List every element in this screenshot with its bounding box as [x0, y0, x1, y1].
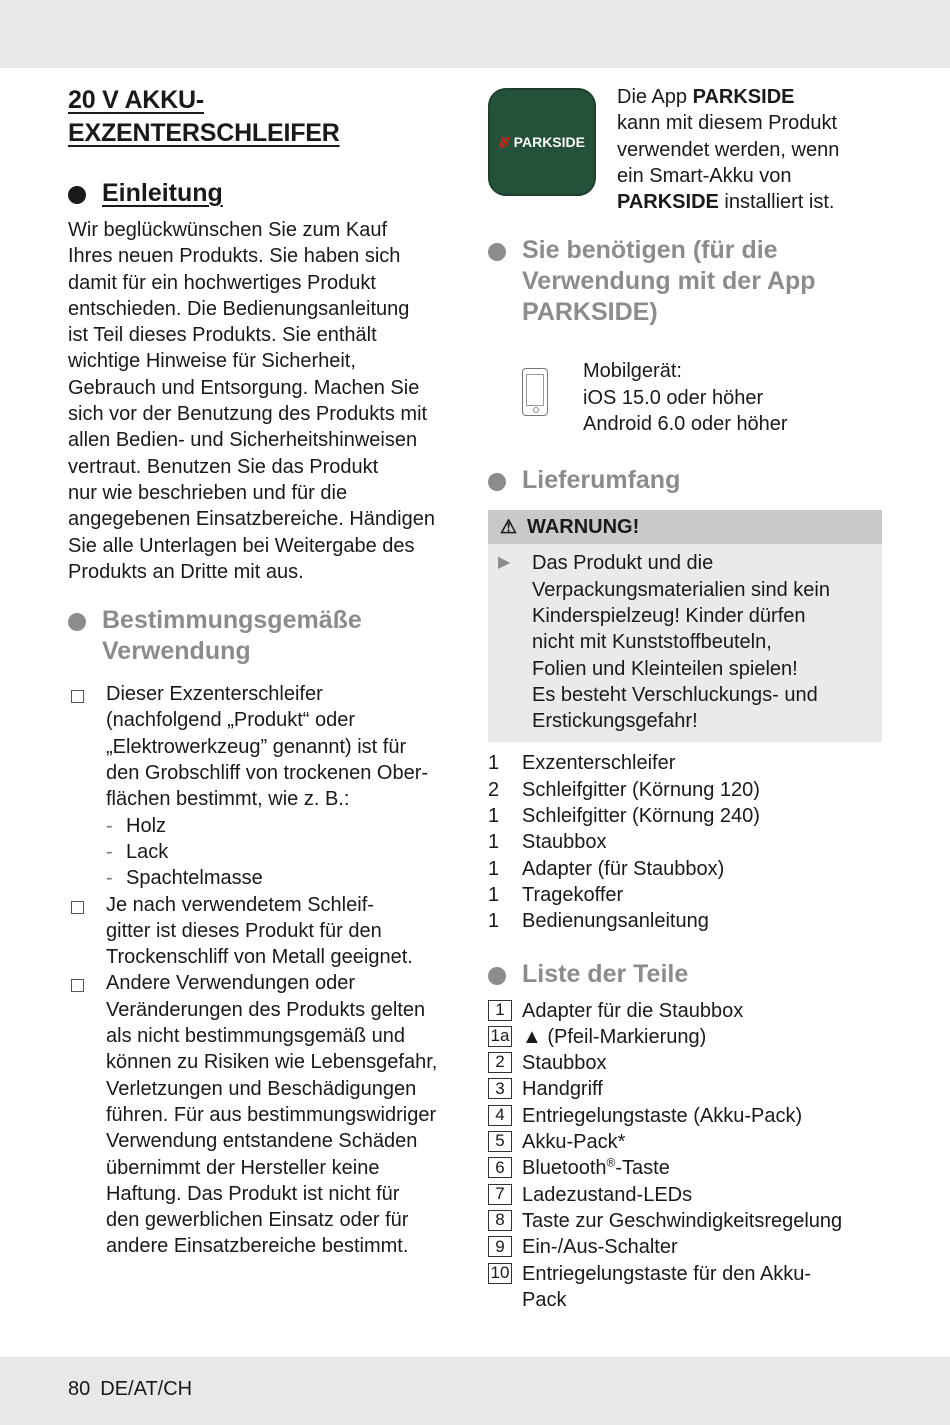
part-label-text: -Taste — [615, 1157, 670, 1180]
quantity: 1 — [488, 752, 500, 775]
list-item-content — [106, 970, 468, 1259]
warning-line: Das Produkt und die — [532, 552, 714, 575]
intro-line: damit für ein hochwertiges Produkt — [68, 271, 376, 294]
heading-line: Sie benötigen (für die — [522, 236, 778, 265]
smartphone-icon — [522, 368, 548, 416]
usage-line: können zu Risiken wie Lebensgefahr, — [106, 1051, 438, 1074]
part-number: 2 — [488, 1052, 512, 1073]
arrow-right-icon: ▶ — [498, 554, 511, 572]
intro-line: ist Teil dieses Produkts. Sie enthält — [68, 324, 377, 347]
heading-line: Verwendung mit der App — [522, 267, 816, 296]
list-item — [488, 998, 883, 1024]
warning-triangle-icon: ⚠ — [500, 516, 518, 538]
list-item — [488, 1050, 883, 1076]
document-title — [68, 84, 468, 150]
part-number: 10 — [488, 1263, 512, 1284]
dash-marker: - — [106, 867, 113, 890]
usage-line: den gewerblichen Einsatz oder für — [106, 1209, 409, 1232]
part-number: 5 — [488, 1131, 512, 1152]
page-footer — [68, 1378, 192, 1401]
item-label: Schleifgitter (Körnung 240) — [522, 805, 760, 828]
part-number: 1 — [488, 1000, 512, 1021]
usage-line: andere Einsatzbereiche bestimmt. — [106, 1235, 409, 1258]
header-band — [0, 0, 950, 68]
logo-text: PARKSIDE — [513, 134, 585, 150]
part-number: 8 — [488, 1210, 512, 1231]
list-item — [488, 803, 883, 829]
list-item — [488, 1182, 883, 1208]
list-item-content — [106, 892, 468, 971]
list-item — [106, 839, 468, 865]
warning-line: Verpackungsmaterialien sind kein — [532, 578, 830, 601]
app-info — [488, 84, 883, 215]
warning-box — [488, 510, 882, 742]
warning-header — [488, 510, 882, 544]
intro-paragraph — [68, 217, 468, 585]
part-label: Ein-/Aus-Schalter — [522, 1236, 678, 1259]
bullet-dot-icon — [68, 186, 86, 204]
checkbox-square-icon — [71, 690, 84, 703]
intro-line: wichtige Hinweise für Sicherheit, — [68, 350, 356, 373]
part-label-text: Bluetooth — [522, 1157, 607, 1180]
list-item — [488, 1103, 883, 1129]
warning-title: WARNUNG! — [527, 515, 640, 538]
usage-line: gitter ist dieses Produkt für den — [106, 919, 382, 942]
bullet-dot-icon — [488, 243, 506, 261]
app-text-line: verwendet werden, wenn — [617, 138, 840, 161]
device-line: Mobilgerät: — [583, 360, 682, 383]
usage-line: übernimmt der Hersteller keine — [106, 1156, 380, 1179]
part-number: 3 — [488, 1078, 512, 1099]
part-label: Ladezustand-LEDs — [522, 1183, 693, 1206]
quantity: 2 — [488, 778, 500, 801]
quantity: 1 — [488, 883, 500, 906]
usage-line: „Elektrowerkzeug” genannt) ist für — [106, 735, 407, 758]
checkbox-square-icon — [71, 979, 84, 992]
title-line-2: EXZENTERSCHLEIFER — [68, 119, 340, 147]
app-name-bold: PARKSIDE — [692, 86, 795, 108]
page-number: 80 — [68, 1378, 91, 1400]
list-item — [488, 908, 883, 934]
part-number: 7 — [488, 1184, 512, 1205]
usage-line: führen. Für aus bestimmungswidriger — [106, 1103, 437, 1126]
usage-line: Veränderungen des Produkts gelten — [106, 998, 426, 1021]
item-label: Schleifgitter (Körnung 120) — [522, 778, 760, 801]
region-label: DE/AT/CH — [100, 1378, 193, 1400]
section-heading-text: Liste der Teile — [522, 959, 689, 988]
list-item — [106, 865, 468, 891]
warning-line: Kinderspielzeug! Kinder dürfen — [532, 604, 806, 627]
usage-line: flächen bestimmt, wie z. B.: — [106, 788, 350, 811]
left-column — [68, 84, 468, 1260]
app-text-fragment: Die App — [617, 86, 693, 108]
materials-list — [106, 813, 468, 892]
list-item — [68, 681, 468, 891]
usage-line: Verwendung entstandene Schäden — [106, 1130, 418, 1153]
scope-list — [488, 750, 883, 934]
list-item — [488, 1129, 883, 1155]
part-label: Staubbox — [522, 1052, 607, 1075]
list-item — [488, 829, 883, 855]
quantity: 1 — [488, 831, 500, 854]
usage-line: Verletzungen und Beschädigungen — [106, 1077, 417, 1100]
dash-marker: - — [106, 814, 113, 837]
section-heading-text: Lieferumfang — [522, 466, 681, 495]
warning-body — [488, 544, 882, 742]
logo-slashes: /// — [499, 134, 508, 150]
warning-line: nicht mit Kunststoffbeuteln, — [532, 631, 772, 654]
usage-line: Je nach verwendetem Schleif- — [106, 893, 374, 916]
intro-line: Gebrauch und Entsorgung. Machen Sie — [68, 376, 420, 399]
device-text — [583, 358, 788, 437]
part-label: ▲ (Pfeil-Markierung) — [522, 1025, 707, 1048]
usage-line: Haftung. Das Produkt ist nicht für — [106, 1182, 400, 1205]
parts-list — [488, 998, 883, 1314]
item-label: Adapter (für Staubbox) — [522, 857, 725, 880]
quantity: 1 — [488, 805, 500, 828]
part-label — [522, 1155, 670, 1181]
intro-line: Sie alle Unterlagen bei Weitergabe des — [68, 534, 415, 557]
heading-line: PARKSIDE) — [522, 298, 658, 327]
intro-line: Ihres neuen Produkts. Sie haben sich — [68, 245, 401, 268]
part-label — [522, 1261, 811, 1314]
intro-line: sich vor der Benutzung des Produkts mit — [68, 403, 428, 426]
usage-heading-line-1: Bestimmungsgemäße — [102, 606, 362, 635]
registered-mark: ® — [606, 1155, 616, 1170]
warning-line: Folien und Kleinteilen spielen! — [532, 657, 798, 680]
section-heading-requirements — [488, 235, 883, 328]
item-label: Bedienungsanleitung — [522, 910, 709, 933]
bullet-dot-icon — [68, 613, 86, 631]
device-line: iOS 15.0 oder höher — [583, 386, 764, 409]
list-item — [488, 1261, 883, 1314]
list-item — [106, 813, 468, 839]
bullet-dot-icon — [488, 473, 506, 491]
part-label: Adapter für die Staubbox — [522, 999, 744, 1022]
intro-line: vertraut. Benutzen Sie das Produkt — [68, 455, 379, 478]
item-label: Tragekoffer — [522, 883, 624, 906]
part-label: Handgriff — [522, 1078, 603, 1101]
part-label: Taste zur Geschwindigkeitsregelung — [522, 1209, 843, 1232]
list-item — [68, 892, 468, 971]
brand-name-bold: PARKSIDE — [617, 191, 719, 214]
part-label: Akku-Pack* — [522, 1131, 626, 1154]
usage-line: Dieser Exzenterschleifer — [106, 683, 323, 706]
quantity: 1 — [488, 857, 500, 880]
app-text-line: kann mit diesem Produkt — [617, 112, 838, 135]
section-heading-usage — [68, 605, 468, 667]
section-heading-einleitung — [68, 178, 468, 209]
part-number: 6 — [488, 1157, 512, 1178]
app-description — [617, 84, 839, 215]
item-label: Staubbox — [522, 831, 607, 854]
device-line: Android 6.0 oder höher — [583, 413, 788, 436]
warning-text — [532, 550, 830, 734]
device-requirements — [488, 358, 883, 437]
list-item — [488, 1208, 883, 1234]
material-label: Spachtelmasse — [126, 867, 263, 890]
part-number: 1a — [488, 1026, 512, 1047]
bullet-dot-icon — [488, 967, 506, 985]
section-heading-scope — [488, 465, 883, 496]
list-item — [68, 970, 468, 1259]
item-label: Exzenterschleifer — [522, 752, 676, 775]
part-number: 9 — [488, 1236, 512, 1257]
list-item — [488, 750, 883, 776]
part-label: Entriegelungstaste (Akku-Pack) — [522, 1104, 803, 1127]
list-item — [488, 1234, 883, 1260]
title-line-1: 20 V AKKU- — [68, 86, 204, 114]
intro-line: angegebenen Einsatzbereiche. Händigen — [68, 508, 435, 531]
list-item — [488, 1155, 883, 1181]
part-number: 4 — [488, 1105, 512, 1126]
section-heading-text — [102, 605, 362, 667]
usage-line: Trockenschliff von Metall geeignet. — [106, 946, 413, 969]
intro-line: allen Bedien- und Sicherheitshinweisen — [68, 429, 418, 452]
usage-line: den Grobschliff von trockenen Ober- — [106, 762, 429, 785]
dash-marker: - — [106, 840, 113, 863]
usage-line: Andere Verwendungen oder — [106, 972, 356, 995]
intro-line: nur wie beschrieben und für die — [68, 481, 348, 504]
intro-line: Produkts an Dritte mit aus. — [68, 560, 304, 583]
list-item — [488, 1076, 883, 1102]
right-column — [488, 84, 883, 1313]
app-text-line: ein Smart-Akku von — [617, 164, 792, 187]
list-item — [488, 856, 883, 882]
list-item — [488, 882, 883, 908]
list-item — [488, 1024, 883, 1050]
section-heading-text — [522, 235, 816, 328]
usage-line: (nachfolgend „Produkt“ oder — [106, 709, 356, 732]
part-label-line: Entriegelungstaste für den Akku- — [522, 1262, 812, 1285]
warning-line: Es besteht Verschluckungs- und — [532, 683, 818, 706]
parkside-app-logo — [488, 88, 596, 196]
list-item-content — [106, 681, 468, 891]
material-label: Holz — [126, 814, 167, 837]
warning-line: Erstickungsgefahr! — [532, 710, 698, 733]
list-item — [488, 777, 883, 803]
part-label-line: Pack — [522, 1288, 567, 1311]
intro-line: Wir beglückwünschen Sie zum Kauf — [68, 219, 388, 241]
app-text-fragment: installiert ist. — [718, 191, 835, 214]
material-label: Lack — [126, 840, 169, 863]
usage-list — [68, 681, 468, 1260]
section-heading-parts — [488, 959, 883, 990]
section-heading-text: Einleitung — [102, 179, 223, 207]
intro-line: entschieden. Die Bedienungsanleitung — [68, 297, 410, 320]
usage-heading-line-2: Verwendung — [102, 637, 251, 666]
quantity: 1 — [488, 910, 500, 933]
usage-line: als nicht bestimmungsgemäß und — [106, 1025, 406, 1048]
checkbox-square-icon — [71, 901, 84, 914]
